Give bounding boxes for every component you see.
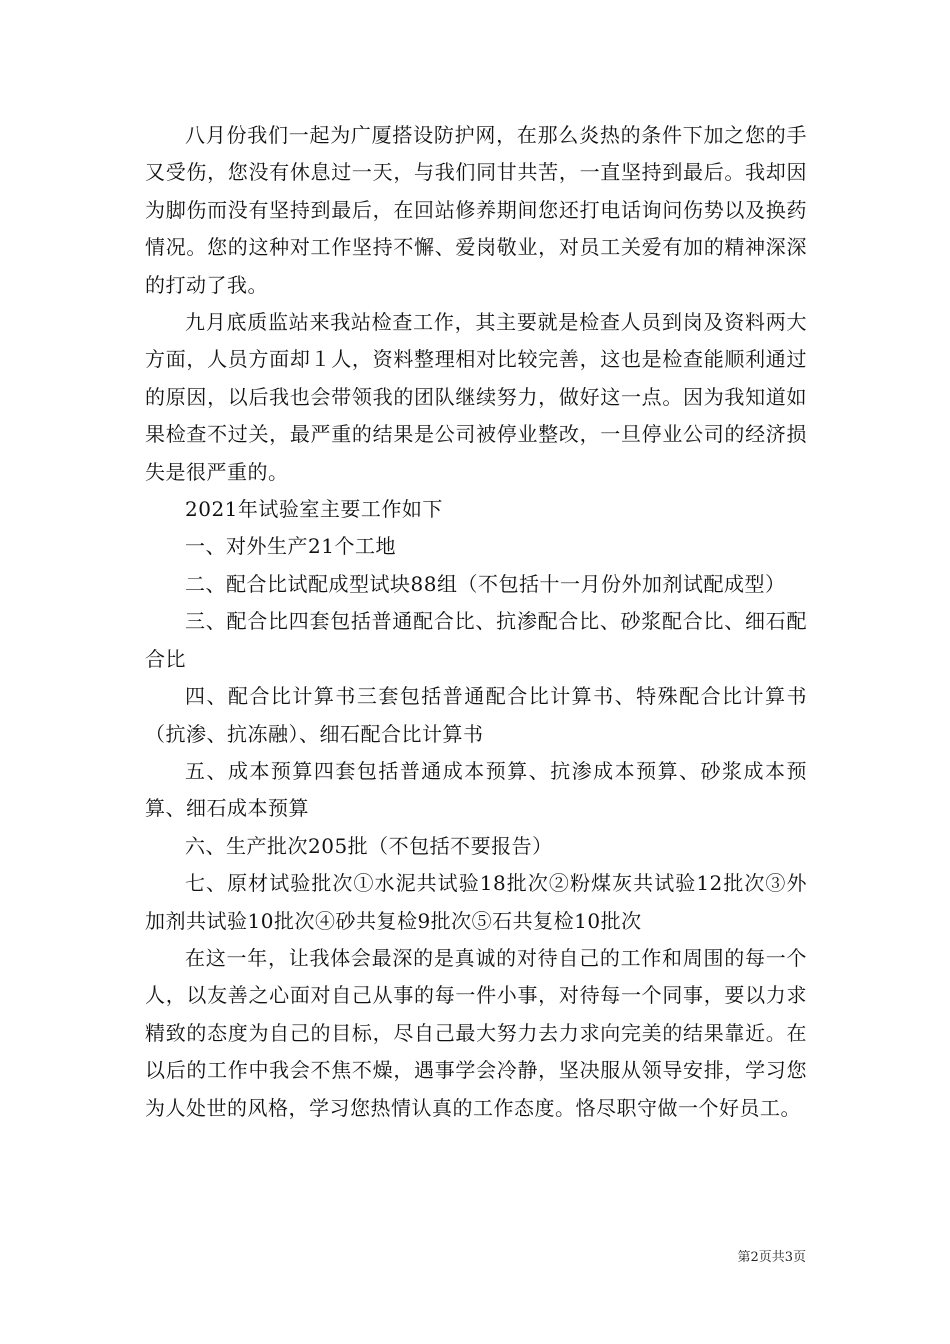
page-number-footer: 第2页共3页 [737,1250,806,1265]
paragraph-work-summary-heading: 2021年试验室主要工作如下 [185,497,443,522]
paragraph-protective-net: 八月份我们一起为广厦搭设防护网，在那么炎热的条件下加之您的手又受伤，您没有休息过一天，与我们同甘共苦，一直坚持到最后。我却因为脚伤而没有坚持到最后，在回站修养期间您还打电话询问伤势以及换药情况。您的这种对工作坚持不懈、爱岗敬业，对员工关爱有加的精神深深的打动了我。 [145,123,807,297]
list-item-6: 六、生产批次205批（不包括不要报告） [185,833,553,858]
list-item-7: 七、原材试验批次①水泥共试验18批次②粉煤灰共试验12批次③外加剂共试验10批次④砂共复检9批次⑤石共复检10批次 [145,871,807,933]
list-item-1: 一、对外生产21个工地 [185,534,396,559]
list-item-5: 五、成本预算四套包括普通成本预算、抗渗成本预算、砂浆成本预算、细石成本预算 [145,758,807,821]
list-item-2: 二、配合比试配成型试块88组（不包括十一月份外加剂试配成型） [185,571,786,596]
paragraph-reflection: 在这一年，让我体会最深的是真诚的对待自己的工作和周围的每一个人，以友善之心面对自己从事的每一件小事，对待每一个同事，要以力求精致的态度为自己的目标，尽自己最大努力去力求向完美的结果靠近。在以后的工作中我会不焦不燥，遇事学会冷静，坚决服从领导安排，学习您为人处世的风格，学习您热情认真的工作态度。恪尽职守做一个好员工。 [145,945,807,1120]
paragraph-inspection: 九月底质监站来我站检查工作，其主要就是检查人员到岗及资料两大方面，人员方面却１人，资料整理相对比较完善，这也是检查能顺利通过的原因，以后我也会带领我的团队继续努力，做好这一点。因为我知道如果检查不过关，最严重的结果是公司被停业整改，一旦停业公司的经济损失是很严重的。 [145,310,807,484]
document-body [145,117,807,1127]
list-item-4: 四、配合比计算书三套包括普通配合比计算书、特殊配合比计算书（抗渗、抗冻融）、细石配合比计算书 [145,684,807,746]
list-item-3: 三、配合比四套包括普通配合比、抗渗配合比、砂浆配合比、细石配合比 [145,609,807,671]
